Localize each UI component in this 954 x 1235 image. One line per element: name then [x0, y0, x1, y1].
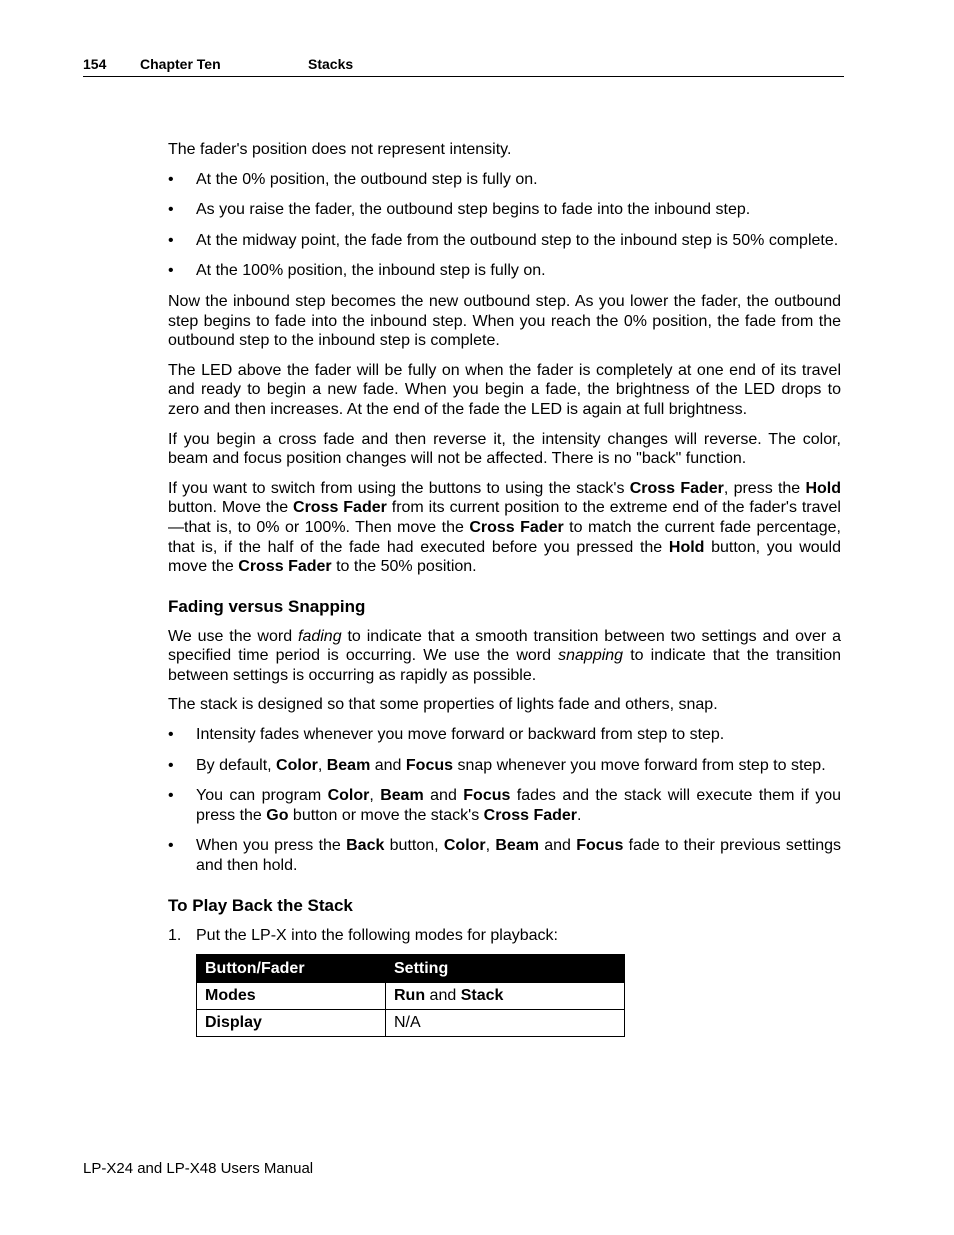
table-header-cell: Setting — [386, 955, 625, 983]
step-text: Put the LP-X into the following modes for playback: — [196, 926, 558, 944]
playback-heading: To Play Back the Stack — [168, 895, 353, 915]
table-row — [197, 1010, 625, 1037]
table-cell: Modes — [197, 983, 386, 1010]
list-item: • At the midway point, the fade from the outbound step to the inbound step is 50% complete. — [168, 231, 841, 251]
list-item: • By default, Color, Beam and Focus snap whenever you move forward from step to step. — [168, 756, 841, 776]
switch-paragraph: If you want to switch from using the buttons to using the stack's Cross Fader, press the Hold button. Move the Cross Fader from its current position to the extreme end of the fader's travel—that is, to 0% or 100%. Then move the Cross Fader to match the current fade percentage, that is, if the half of the fade had executed before you pressed the Hold button, you would move the Cross Fader to the 50% position. — [168, 479, 841, 576]
outbound-paragraph: Now the inbound step becomes the new outbound step. As you lower the fader, the outbound step begins to fade into the inbound step. When you reach the 0% position, the fade from the outbound step to the inbound step is complete. — [168, 292, 841, 350]
table-cell: Display — [197, 1010, 386, 1037]
modes-table — [196, 954, 625, 1037]
page-content — [168, 140, 841, 1037]
intro-paragraph: The fader's position does not represent intensity. — [168, 141, 512, 158]
fading-heading: Fading versus Snapping — [168, 596, 366, 616]
table-cell: N/A — [386, 1010, 625, 1037]
list-item: • At the 0% position, the outbound step is fully on. — [168, 170, 841, 190]
reverse-paragraph: If you begin a cross fade and then reverse it, the intensity changes will reverse. The color, beam and focus position changes will not be affected. There is no "back" function. — [168, 430, 841, 468]
properties-paragraph: The stack is designed so that some properties of lights fade and others, snap. — [168, 696, 718, 714]
table-header-cell: Button/Fader — [197, 955, 386, 983]
page-header — [83, 56, 844, 77]
numbered-step — [168, 926, 841, 946]
table-row — [197, 983, 625, 1010]
section-title: Stacks — [308, 56, 354, 72]
fading-paragraph: We use the word fading to indicate that a smooth transition between two settings and over a specified time period is occurring. We use the word snapping to indicate that the transition between settings is occurring as rapidly as possible. — [168, 627, 841, 684]
step-number: 1. — [168, 926, 182, 944]
page-number: 154 — [83, 56, 107, 72]
list-item: • When you press the Back button, Color, Beam and Focus fade to their previous settings and then hold. — [168, 836, 841, 875]
chapter-title: Chapter Ten — [140, 56, 221, 72]
led-paragraph: The LED above the fader will be fully on when the fader is completely at one end of its travel and ready to begin a new fade. When you begin a fade, the brightness of the LED drops to zero and then increases. At the end of the fade the LED is again at full brightness. — [168, 361, 841, 418]
list-item: • Intensity fades whenever you move forward or backward from step to step. — [168, 725, 841, 745]
list-item: • You can program Color, Beam and Focus fades and the stack will execute them if you press the Go button or move the stack's Cross Fader. — [168, 786, 841, 825]
page-footer: LP-X24 and LP-X48 Users Manual — [83, 1160, 314, 1177]
table-header-row — [197, 955, 625, 983]
list-item: • As you raise the fader, the outbound step begins to fade into the inbound step. — [168, 200, 841, 220]
table-cell: Run and Stack — [386, 983, 625, 1010]
list-item: • At the 100% position, the inbound step is fully on. — [168, 261, 841, 281]
